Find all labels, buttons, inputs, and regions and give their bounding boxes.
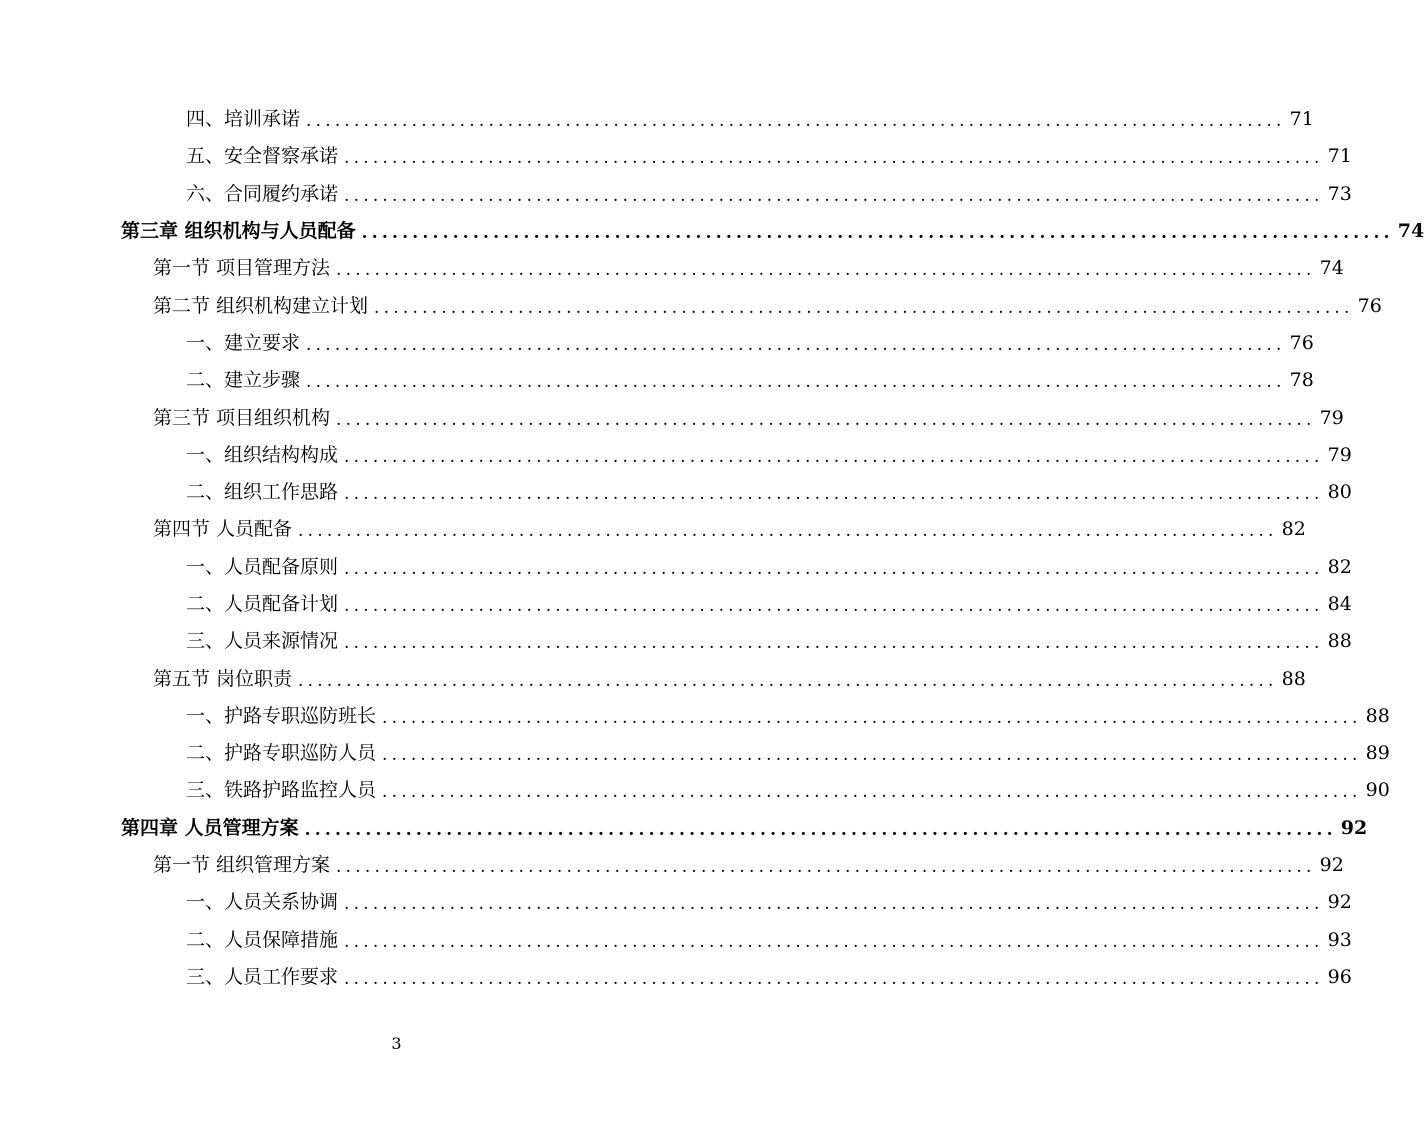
toc-dot-leader: ...................................................................................................... xyxy=(344,446,1324,467)
toc-entry[interactable] xyxy=(0,474,1352,511)
toc-entry[interactable] xyxy=(0,586,1352,623)
toc-entry-page: 88 xyxy=(1281,667,1306,690)
toc-entry-title: 二、组织工作思路 xyxy=(186,481,339,504)
toc-entry-page: 88 xyxy=(1365,704,1390,727)
toc-entry-page: 96 xyxy=(1327,965,1352,988)
toc-dot-leader: ...................................................................................................... xyxy=(336,857,1316,878)
toc-entry-title: 第四节 人员配备 xyxy=(153,518,293,541)
toc-entry-page: 88 xyxy=(1327,630,1352,653)
toc-dot-leader: ...................................................................................................... xyxy=(344,931,1324,952)
toc-dot-leader: ...................................................................................................... xyxy=(361,223,1394,244)
toc-entry-title: 四、培训承诺 xyxy=(186,108,301,131)
toc-entry-page: 71 xyxy=(1327,145,1352,168)
toc-dot-leader: ...................................................................................................... xyxy=(382,707,1362,728)
toc-dot-leader: ...................................................................................................... xyxy=(344,596,1324,616)
toc-entry-title: 一、人员关系协调 xyxy=(186,891,339,914)
toc-entry-title: 第三节 项目组织机构 xyxy=(153,406,331,429)
toc-chapter-entry[interactable] xyxy=(0,213,1424,250)
toc-dot-leader: ...................................................................................................... xyxy=(298,521,1278,542)
toc-entry[interactable] xyxy=(0,437,1352,474)
toc-entry-title: 三、人员来源情况 xyxy=(186,630,339,653)
toc-entry-title: 二、护路专职巡防人员 xyxy=(186,742,377,765)
toc-entry-title: 二、人员保障措施 xyxy=(186,928,339,951)
toc-section-entry[interactable] xyxy=(0,511,1306,548)
toc-dot-leader: ...................................................................................................... xyxy=(344,148,1324,169)
toc-entry-title: 二、人员配备计划 xyxy=(186,593,339,615)
toc-dot-leader: ...................................................................................................... xyxy=(344,558,1324,579)
toc-entry-page: 92 xyxy=(1327,891,1352,914)
toc-entry-page: 82 xyxy=(1327,555,1352,578)
toc-dot-leader: ...................................................................................................... xyxy=(306,111,1286,132)
toc-entry-page: 84 xyxy=(1327,593,1352,615)
toc-dot-leader: ...................................................................................................... xyxy=(344,894,1324,915)
toc-entry[interactable] xyxy=(0,549,1352,586)
toc-section-entry[interactable] xyxy=(0,660,1306,697)
toc-entry-page: 73 xyxy=(1327,182,1352,205)
toc-entry[interactable] xyxy=(0,884,1352,921)
toc-dot-leader: ...................................................................................................... xyxy=(382,782,1362,803)
toc-entry[interactable] xyxy=(0,772,1390,809)
toc-entry-title: 一、人员配备原则 xyxy=(186,555,339,578)
toc-entry-page: 93 xyxy=(1327,928,1352,951)
toc-entry-title: 第三章 组织机构与人员配备 xyxy=(121,220,356,243)
toc-entry-title: 第五节 岗位职责 xyxy=(153,667,293,690)
toc-entry-title: 六、合同履约承诺 xyxy=(186,182,339,205)
toc-entry[interactable] xyxy=(0,959,1352,996)
toc-entry-title: 第四章 人员管理方案 xyxy=(121,816,299,839)
toc-section-entry[interactable] xyxy=(0,847,1344,884)
toc-entry-page: 80 xyxy=(1327,481,1352,504)
toc-entry-page: 76 xyxy=(1357,294,1382,317)
toc-dot-leader: ...................................................................................................... xyxy=(306,334,1286,355)
toc-entry-page: 74 xyxy=(1397,220,1424,243)
toc-dot-leader: ...................................................................................................... xyxy=(306,372,1286,393)
toc-dot-leader: ...................................................................................................... xyxy=(344,185,1324,206)
toc-entry-title: 二、建立步骤 xyxy=(186,369,301,392)
toc-entry[interactable] xyxy=(0,325,1314,362)
toc-dot-leader: ...................................................................................................... xyxy=(344,484,1324,505)
toc-entry-page: 90 xyxy=(1365,779,1390,802)
toc-entry-title: 三、人员工作要求 xyxy=(186,965,339,988)
toc-entry-title: 三、铁路护路监控人员 xyxy=(186,779,377,802)
toc-entry-page: 78 xyxy=(1289,369,1314,392)
toc-entry-page: 79 xyxy=(1327,443,1352,466)
toc-entry-page: 89 xyxy=(1365,742,1390,765)
toc-dot-leader: ...................................................................................................... xyxy=(344,968,1324,989)
toc-entry[interactable] xyxy=(0,101,1314,138)
page-number: 3 xyxy=(391,1034,402,1053)
toc-entry-title: 第二节 组织机构建立计划 xyxy=(153,294,369,317)
toc-dot-leader: ...................................................................................................... xyxy=(374,297,1354,318)
toc-entry[interactable] xyxy=(0,698,1390,735)
toc-dot-leader: ...................................................................................................... xyxy=(344,633,1324,654)
toc-chapter-entry[interactable] xyxy=(0,810,1368,847)
toc-entry-title: 第一节 组织管理方案 xyxy=(153,854,331,877)
toc-dot-leader: ...................................................................................................... xyxy=(298,670,1278,691)
toc-entry[interactable] xyxy=(0,138,1352,175)
toc-entry-title: 一、建立要求 xyxy=(186,331,301,354)
toc-entry[interactable] xyxy=(0,176,1352,213)
toc-entry-page: 71 xyxy=(1289,108,1314,131)
toc-entry-page: 82 xyxy=(1281,518,1306,541)
toc-section-entry[interactable] xyxy=(0,287,1382,324)
toc-dot-leader: ...................................................................................................... xyxy=(304,819,1337,840)
toc-entry-title: 第一节 项目管理方法 xyxy=(153,257,331,280)
toc-entry[interactable] xyxy=(0,735,1390,772)
toc-section-entry[interactable] xyxy=(0,399,1344,436)
toc-entry-title: 五、安全督察承诺 xyxy=(186,145,339,168)
toc-entry-page: 74 xyxy=(1319,257,1344,280)
toc-entry[interactable] xyxy=(0,362,1314,399)
toc-entry-page: 79 xyxy=(1319,406,1344,429)
toc-entry[interactable] xyxy=(0,623,1352,660)
toc-dot-leader: ...................................................................................................... xyxy=(382,745,1362,766)
toc-entry[interactable] xyxy=(0,922,1352,959)
toc-entry-page: 92 xyxy=(1319,854,1344,877)
toc-entry-title: 一、组织结构构成 xyxy=(186,443,339,466)
toc-entry-title: 一、护路专职巡防班长 xyxy=(186,704,377,727)
table-of-contents xyxy=(0,101,1424,996)
toc-entry-page: 76 xyxy=(1289,331,1314,354)
toc-entry-page: 92 xyxy=(1340,816,1368,839)
toc-section-entry[interactable] xyxy=(0,250,1344,287)
toc-dot-leader: ...................................................................................................... xyxy=(336,260,1316,281)
toc-dot-leader: ...................................................................................................... xyxy=(336,409,1316,430)
